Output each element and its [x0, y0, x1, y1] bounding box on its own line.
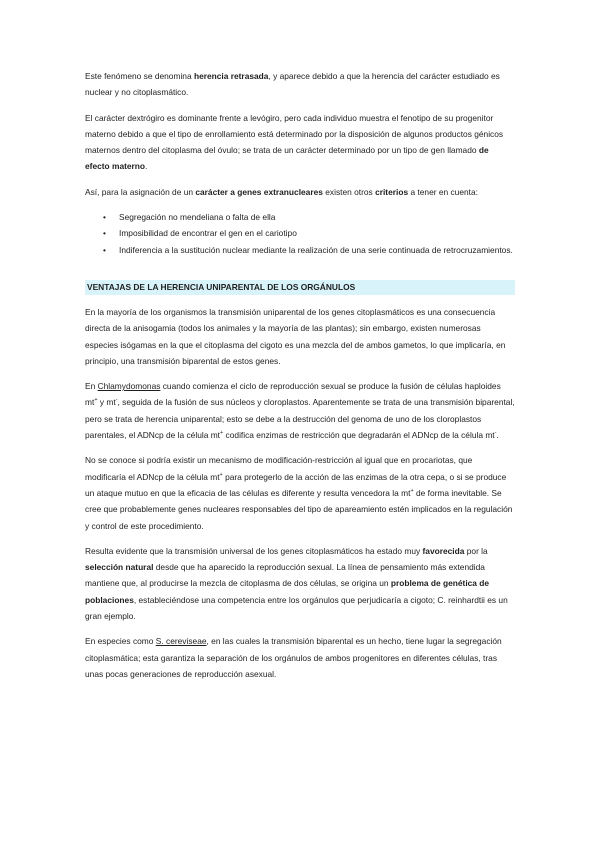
list-item	[85, 209, 515, 225]
text: El carácter dextrógiro es dominante frente a levógiro, pero cada individuo muestra el fenotipo de su progenitor materno debido a que el tipo de enrollamiento está determinado por la disposición de algunos productos génicos maternos dentro del citoplasma del óvulo; se trata de un carácter determinado por un tipo de gen llamado	[85, 112, 504, 156]
text: de forma inevitable. Se cree que probablemente genes nucleares responsables del tipo de apareamiento estén implicados en la regulación y control de este procedimiento.	[85, 487, 513, 531]
text: No se conoce si podría existir un mecanismo de modificación-restricción al igual que en procariotas, que modificaría el ADNcp de la célula mt	[85, 455, 473, 482]
list-item	[85, 225, 515, 241]
bold-term: selección natural	[85, 562, 154, 573]
bold-term: carácter a genes extranucleares	[195, 186, 323, 197]
text: Así, para la asignación de un	[85, 186, 196, 197]
paragraph-modificacion-restriccion	[85, 452, 515, 533]
section-heading: VENTAJAS DE LA HERENCIA UNIPARENTAL DE LOS ORGÁNULOS	[85, 280, 515, 295]
superscript: +	[220, 430, 224, 437]
paragraph-seleccion-natural	[85, 543, 515, 624]
text: .	[145, 161, 148, 172]
text: codifica enzimas de restricción que degradarán el ADNcp de la célula mt	[223, 430, 495, 441]
bold-term: favorecida	[422, 545, 465, 556]
list-item-text: Imposibilidad de encontrar el gen en el cariotipo	[119, 228, 297, 239]
bullet-icon: •	[103, 212, 106, 223]
text: para protegerlo de la acción de las enzimas de la otra cepa, o si se produce un ataque mutuo en que la eficacia de las células es diferente y resulta vencedora la mt	[85, 471, 507, 498]
paragraph-criterios	[85, 184, 515, 200]
superscript: -	[115, 397, 118, 404]
text: y mt	[97, 397, 116, 408]
criteria-list	[85, 209, 515, 258]
text: En especies como	[85, 636, 156, 647]
bold-term: problema de genética de poblaciones	[85, 578, 490, 605]
text: a tener en cuenta:	[408, 186, 478, 197]
text: por la	[464, 545, 488, 556]
bullet-icon: •	[103, 228, 106, 239]
text: , seguida de la fusión de sus núcleos y cloroplastos. Aparentemente se trata de una transmisión biparental, pero se trata de herencia uniparental; esto se debe a la destrucción del genoma de uno de los cloroplastos parentales, el ADNcp de la célula mt	[85, 397, 515, 441]
superscript: +	[219, 471, 223, 478]
text: , y aparece debido a que la herencia del carácter estudiado es nuclear y no citoplasmático.	[85, 71, 500, 98]
paragraph-anisogamia: En la mayoría de los organismos la transmisión uniparental de los genes citoplasmáticos es una consecuencia directa de la anisogamia (todos los animales y la mayoría de las plantas); sin embargo, existen numerosas especies isógamas en la que el citoplasma del cigoto es una mezcla del de ambos gametos, lo que implicaría, en principio, una transmisión biparental de estos genes.	[85, 306, 506, 366]
underlined-term: Chlamydomonas	[97, 381, 161, 392]
paragraph-efecto-materno	[85, 110, 515, 175]
superscript: +	[94, 397, 98, 404]
list-item-text: Segregación no mendeliana o falta de ella	[119, 212, 276, 223]
superscript: -	[494, 430, 497, 437]
text: , en las cuales la transmisión biparental es un hecho, tiene lugar la segregación citoplasmática; esta garantiza la separación de los orgánulos de ambos progenitores en diferentes células, tras unas pocas generaciones de reproducción asexual.	[85, 636, 502, 679]
bold-term: criterios	[375, 186, 409, 197]
bullet-icon: •	[103, 244, 106, 255]
text: .	[496, 430, 499, 441]
underlined-term: S. cereviseae	[155, 636, 207, 647]
text: Este fenómeno se denomina	[85, 71, 194, 81]
superscript: +	[410, 487, 414, 494]
list-item	[85, 242, 515, 258]
text: Resulta evidente que la transmisión universal de los genes citoplasmáticos ha estado muy	[85, 545, 423, 556]
bold-term: herencia retrasada	[193, 71, 269, 81]
paragraph-chlamydomonas	[85, 378, 515, 443]
paragraph-herencia-retrasada	[85, 68, 515, 101]
document-page	[85, 68, 515, 691]
text: existen otros	[322, 186, 376, 197]
paragraph-cereviseae	[85, 633, 515, 682]
text: En	[85, 381, 98, 392]
text: cuando comienza el ciclo de reproducción sexual se produce la fusión de células haploides mt	[85, 381, 501, 408]
list-item-text: Indiferencia a la sustitución nuclear mediante la realización de una serie continuada de retrocruzamientos.	[119, 244, 513, 255]
text: desde que ha aparecido la reproducción sexual. La línea de pensamiento más extendida mantiene que, al producirse la mezcla de citoplasma de dos células, se origina un	[85, 562, 485, 589]
text: , estableciéndose una competencia entre los orgánulos que perjudicaría a cigoto; C. reinhardtii es un gran ejemplo.	[85, 594, 508, 622]
bold-term: de efecto materno	[85, 145, 489, 172]
